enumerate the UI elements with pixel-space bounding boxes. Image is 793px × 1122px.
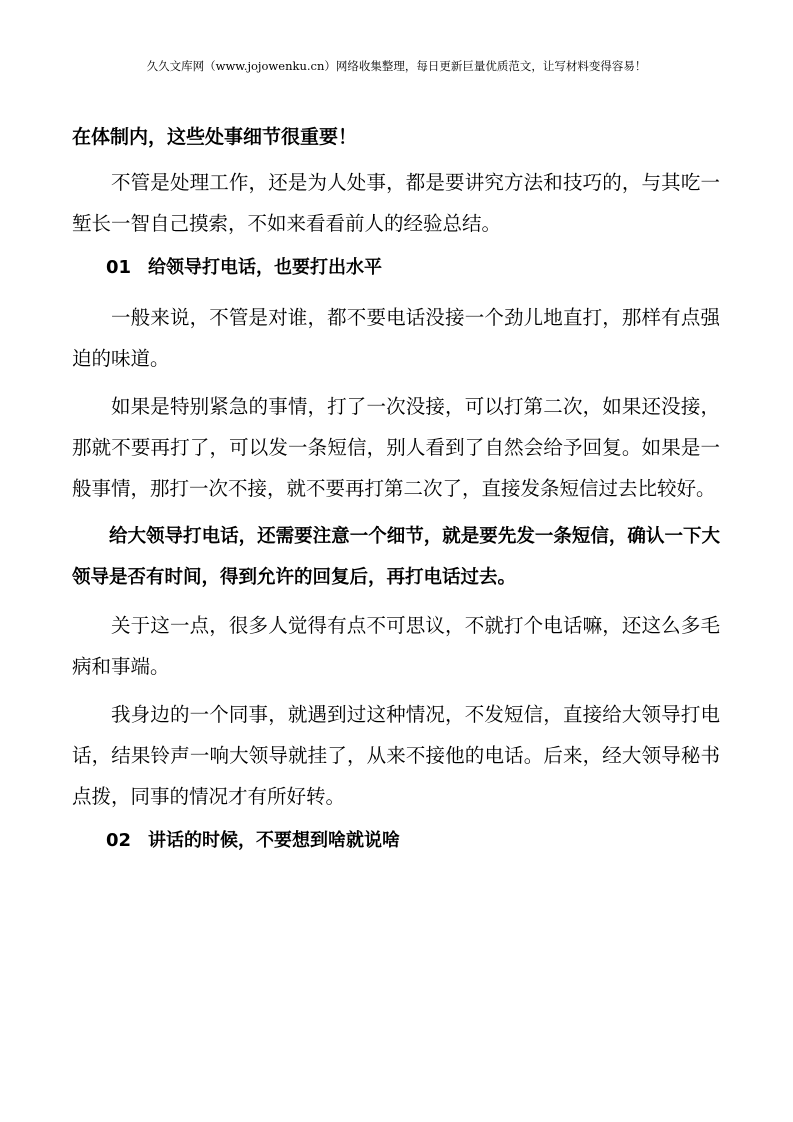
section-title: 给领导打电话，也要打出水平 <box>148 257 382 278</box>
paragraph: 关于这一点，很多人觉得有点不可思议，不就打个电话嘛，还这么多毛病和事端。 <box>72 614 720 678</box>
section-heading-1 <box>72 251 720 285</box>
paragraph: 我身边的一个同事，就遇到过这种情况，不发短信，直接给大领导打电话，结果铃声一响大领导就挂了，从来不接他的电话。后来，经大领导秘书点拨，同事的情况才有所好转。 <box>72 703 720 808</box>
section-number: 02 <box>106 830 132 851</box>
section-heading-2 <box>72 824 720 858</box>
article-title: 在体制内，这些处事细节很重要！ <box>72 126 358 148</box>
intro-paragraph: 不管是处理工作，还是为人处事，都是要讲究方法和技巧的，与其吃一堑长一智自己摸索，不如来看看前人的经验总结。 <box>72 171 720 235</box>
section-title: 讲话的时候，不要想到啥就说啥 <box>148 830 400 851</box>
article-body <box>72 120 720 870</box>
section-number: 01 <box>106 257 132 278</box>
bold-paragraph: 给大领导打电话，还需要注意一个细节，就是要先发一条短信，确认一下大领导是否有时间，得到允许的回复后，再打电话过去。 <box>72 526 720 588</box>
paragraph: 一般来说，不管是对谁，都不要电话没接一个劲儿地直打，那样有点强迫的味道。 <box>72 306 720 370</box>
page-header: 久久文库网（www.jojowenku.cn）网络收集整理，每日更新巨量优质范文，让写材料变得容易！ <box>146 59 647 73</box>
paragraph: 如果是特别紧急的事情，打了一次没接，可以打第二次，如果还没接，那就不要再打了，可以发一条短信，别人看到了自然会给予回复。如果是一般事情，那打一次不接，就不要再打第二次了，直接发条短信过去比较好。 <box>72 395 720 500</box>
